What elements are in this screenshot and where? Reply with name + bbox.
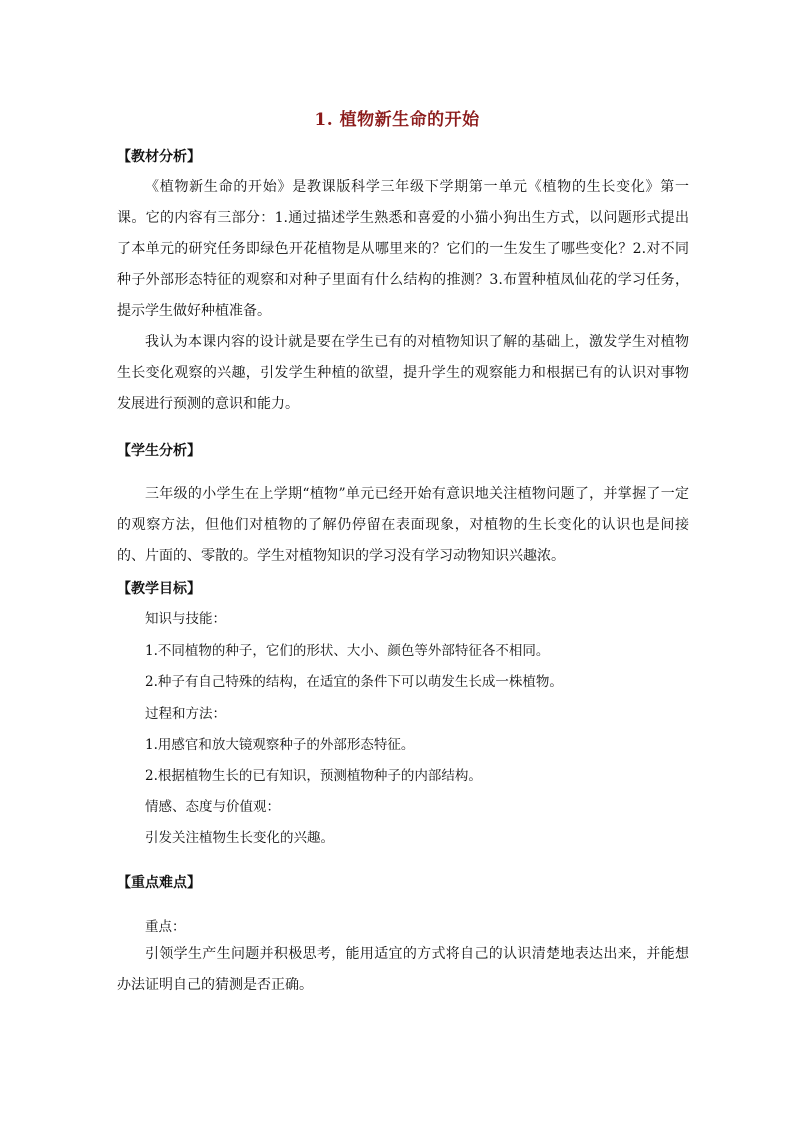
- page-title: 1. 植物新生命的开始: [314, 110, 480, 130]
- goals-emotion-item-1: 引发关注植物生长变化的兴趣。: [145, 830, 334, 846]
- goals-process-item-1: 1.用感官和放大镜观察种子的外部形态特征。: [145, 737, 415, 753]
- goals-process-item-2: 2.根据植物生长的已有知识，预测植物种子的内部结构。: [145, 768, 482, 784]
- paragraph-key-points: 引领学生产生问题并积极思考，能用适宜的方式将自己的认识清楚地表达出来，并能想办法证明自己的猜测是否正确。: [117, 946, 689, 993]
- paragraph-textbook-analysis-1: 《植物新生命的开始》是教课版科学三年级下学期第一单元《植物的生长变化》第一课。它的内容有三部分：1.通过描述学生熟悉和喜爱的小猫小狗出生方式，以问题形式提出了本单元的研究任务即绿色开花植物是从哪里来的？它们的一生发生了哪些变化？2.对不同种子外部形态特征的观察和对种子里面有什么结构的推测？3.布置种植凤仙花的学习任务，提示学生做好种植准备。: [117, 179, 689, 319]
- goals-knowledge-item-2: 2.种子有自己特殊的结构，在适宜的条件下可以萌发生长成一株植物。: [145, 674, 563, 690]
- paragraph-textbook-analysis-2: 我认为本课内容的设计就是要在学生已有的对植物知识了解的基础上，激发学生对植物生长变化观察的兴趣，引发学生种植的欲望，提升学生的观察能力和根据已有的认识对事物发展进行预测的意识和能力。: [117, 334, 689, 412]
- goals-knowledge-item-1: 1.不同植物的种子，它们的形状、大小、颜色等外部特征各不相同。: [145, 643, 550, 659]
- key-points-label: 重点：: [145, 919, 186, 935]
- goals-emotion-label: 情感、态度与价值观：: [145, 799, 280, 815]
- section-heading-key-points: 【重点难点】: [117, 875, 201, 891]
- section-heading-textbook-analysis: 【教材分析】: [117, 149, 201, 165]
- section-heading-student-analysis: 【学生分析】: [117, 443, 201, 459]
- section-heading-teaching-goals: 【教学目标】: [117, 581, 201, 597]
- goals-process-label: 过程和方法：: [145, 706, 226, 722]
- paragraph-student-analysis: 三年级的小学生在上学期“植物”单元已经开始有意识地关注植物问题了，并掌握了一定的观察方法，但他们对植物的了解仍停留在表面现象，对植物的生长变化的认识也是间接的、片面的、零散的。学生对植物知识的学习没有学习动物知识兴趣浓。: [117, 486, 689, 564]
- goals-knowledge-label: 知识与技能：: [145, 611, 226, 627]
